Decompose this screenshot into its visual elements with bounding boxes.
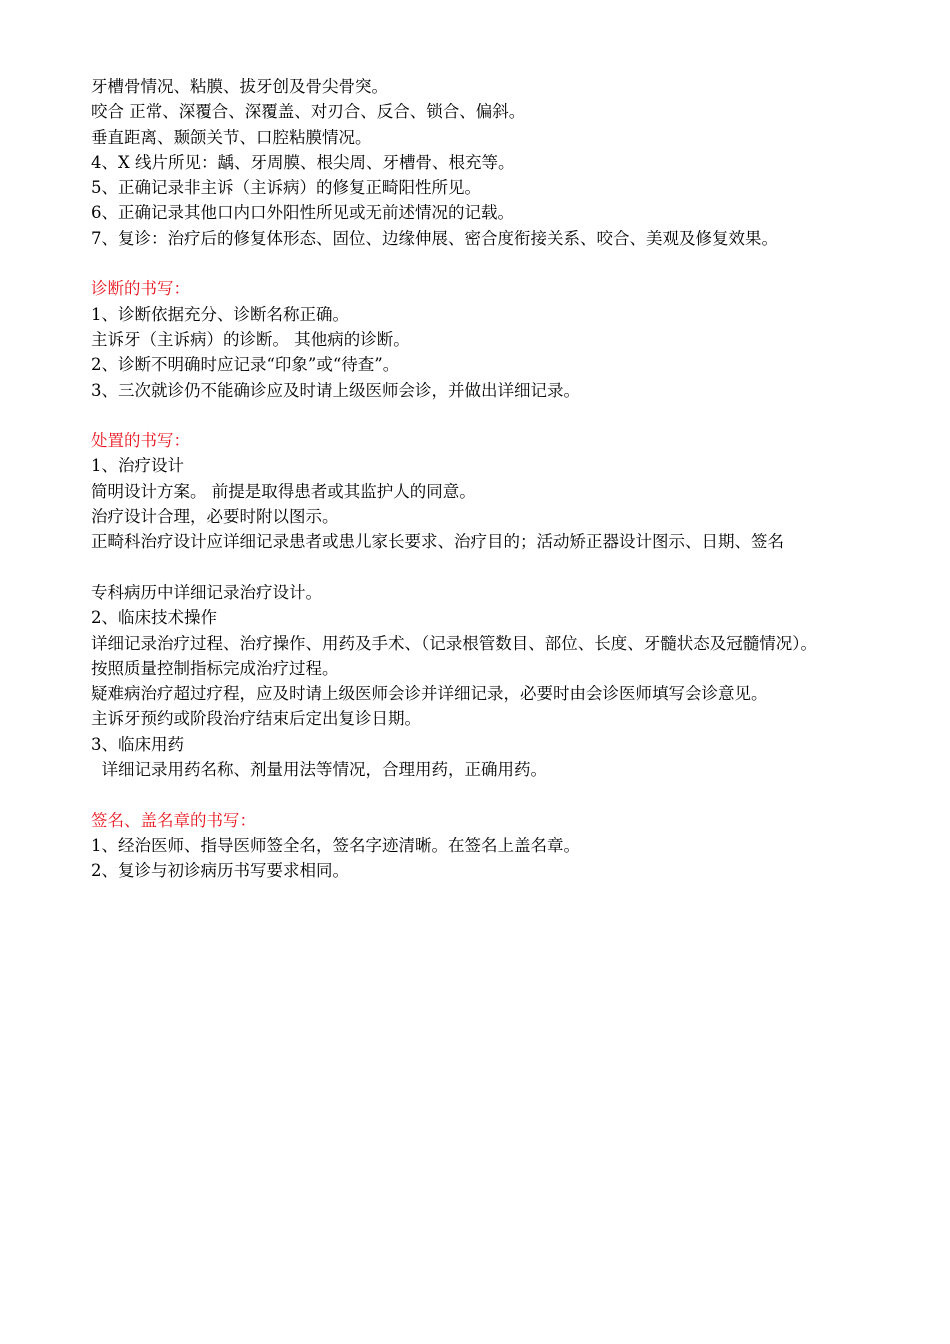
diagnosis-section <box>91 276 881 402</box>
spacer <box>91 555 881 580</box>
text-line: 3、三次就诊仍不能确诊应及时请上级医师会诊，并做出详细记录。 <box>91 380 580 400</box>
text-line: 治疗设计合理，必要时附以图示。 <box>91 507 339 527</box>
treatment-section <box>91 428 881 782</box>
spacer <box>91 251 881 276</box>
text-line: 主诉牙预约或阶段治疗结束后定出复诊日期。 <box>91 709 421 729</box>
document-page <box>91 74 881 884</box>
spacer <box>91 403 881 428</box>
text-line: 简明设计方案。 前提是取得患者或其监护人的同意。 <box>91 481 476 501</box>
text-line: 3、临床用药 <box>91 734 184 754</box>
text-line: 详细记录治疗过程、治疗操作、用药及手术、（记录根管数目、部位、长度、牙髓状态及冠髓情况）。 <box>91 633 817 653</box>
text-line: 按照质量控制指标完成治疗过程。 <box>91 658 339 678</box>
treatment-heading: 处置的书写： <box>91 431 190 451</box>
diagnosis-heading: 诊断的书写： <box>91 279 190 299</box>
text-line: 专科病历中详细记录治疗设计。 <box>91 582 322 602</box>
text-line: 正畸科治疗设计应详细记录患者或患儿家长要求、治疗目的；活动矫正器设计图示、日期、签名 <box>91 532 784 552</box>
text-line: 2、诊断不明确时应记录“印象”或“待查”。 <box>91 355 400 375</box>
text-line: 疑难病治疗超过疗程，应及时请上级医师会诊并详细记录，必要时由会诊医师填写会诊意见。 <box>91 684 768 704</box>
text-line: 主诉牙（主诉病）的诊断。 其他病的诊断。 <box>91 329 410 349</box>
text-line: 7、复诊：治疗后的修复体形态、固位、边缘伸展、密合度衔接关系、咬合、美观及修复效果。 <box>91 228 778 248</box>
text-line: 咬合 正常、深覆合、深覆盖、对刃合、反合、锁合、偏斜。 <box>91 102 526 122</box>
signature-section <box>91 808 881 884</box>
text-line: 1、经治医师、指导医师签全名，签名字迹清晰。在签名上盖名章。 <box>91 835 580 855</box>
text-line: 垂直距离、颞颌关节、口腔粘膜情况。 <box>91 127 372 147</box>
exam-section <box>91 74 881 251</box>
text-line: 1、治疗设计 <box>91 456 184 476</box>
text-line: 4、X 线片所见：龋、牙周膜、根尖周、牙槽骨、根充等。 <box>91 152 515 172</box>
signature-heading: 签名、盖名章的书写： <box>91 810 256 830</box>
text-line: 2、复诊与初诊病历书写要求相同。 <box>91 861 349 881</box>
text-line: 详细记录用药名称、剂量用法等情况，合理用药，正确用药。 <box>91 760 547 780</box>
text-line: 2、临床技术操作 <box>91 608 217 628</box>
text-line: 牙槽骨情况、粘膜、拔牙创及骨尖骨突。 <box>91 77 388 96</box>
text-line: 6、正确记录其他口内口外阳性所见或无前述情况的记载。 <box>91 203 514 223</box>
text-line: 5、正确记录非主诉（主诉病）的修复正畸阳性所见。 <box>91 178 481 198</box>
spacer <box>91 782 881 807</box>
text-line: 1、诊断依据充分、诊断名称正确。 <box>91 304 349 324</box>
